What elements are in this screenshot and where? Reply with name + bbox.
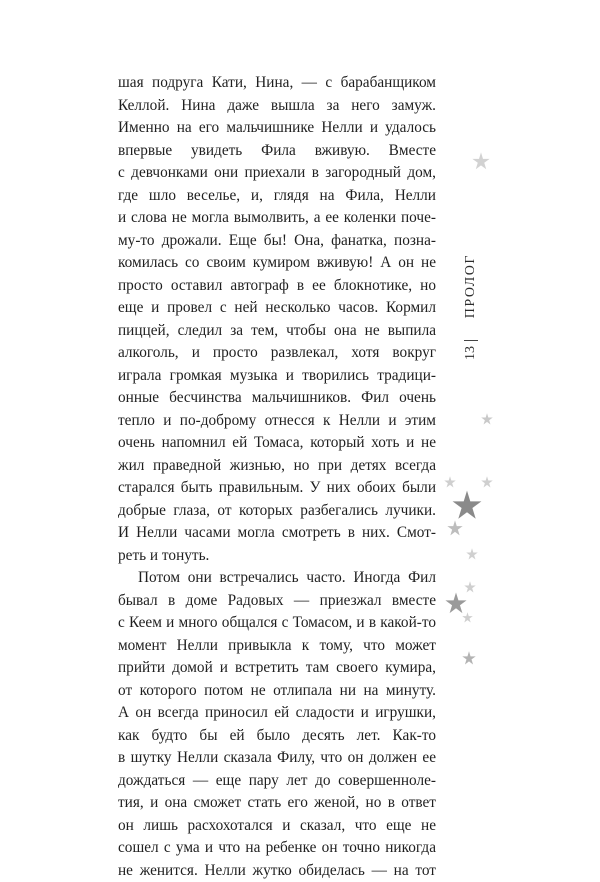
text-line: с девчонками они приехали в загородный дом, [118,162,436,185]
text-line: тия, и она сможет стать его женой, но в ответ [118,792,436,815]
star-icon [466,548,478,560]
text-line: И Нелли часами могла смотреть в них. Смот- [118,522,436,545]
text-line: в шутку Нелли сказала Филу, что он должен ее [118,747,436,770]
star-icon [472,152,490,170]
running-head-divider [464,340,478,341]
text-line: просто оставил автограф в ее блокнотике, но [118,275,436,298]
text-line: комилась со своим кумиром вживую! А он не [118,252,436,275]
page-number: 13 [459,346,483,360]
text-line: прийти домой и встретить там своего кумира, [118,657,436,680]
text-line: бывал в доме Радовых — приезжал вместе [118,590,436,613]
text-line: от которого потом не отлипала ни на минуту. [118,680,436,703]
text-line: онные бесчинства мальчишников. Фил очень [118,387,436,410]
star-icon [447,520,463,536]
star-icon [445,592,467,614]
star-icon [481,413,493,425]
text-line: пиццей, следил за тем, чтобы она не выпила [118,320,436,343]
text-line: где шло веселье, и, глядя на Фила, Нелли [118,185,436,208]
star-icon [444,476,456,488]
text-line: не женится. Нелли жутко обиделась — на тот [118,860,436,882]
text-line: сошел с ума и что на ребенке он точно никогда [118,837,436,860]
text-line: алкоголь, и просто развлекал, хотя вокруг [118,342,436,365]
text-line: впервые увидеть Фила вживую. Вместе [118,140,436,163]
text-line: очень напомнил ей Томаса, который хоть и не [118,432,436,455]
text-line: добрые глаза, от которых разбегались лучики. [118,500,436,523]
text-line: и слова не могла вымолвить, а ее коленки поче- [118,207,436,230]
text-line: Потом они встречались часто. Иногда Фил [118,567,436,590]
text-line: момент Нелли привыкла к тому, что может [118,635,436,658]
text-line: с Кеем и много общался с Томасом, и в какой-то [118,612,436,635]
star-icon [462,612,473,623]
star-icon [462,651,476,665]
text-line: еще и провел с ней несколько часов. Кормил [118,297,436,320]
star-icon [452,490,482,520]
text-line: он лишь расхохотался и сказал, что еще не [118,815,436,838]
text-line: му-то дрожали. Еще бы! Она, фанатка, позна- [118,230,436,253]
text-line: шая подруга Кати, Нина, — с барабанщиком [118,72,436,95]
text-line: жил праведной жизнью, но при детях всегда [118,455,436,478]
chapter-title: ПРОЛОГ [459,254,483,318]
body-text [118,72,436,882]
text-line: реть и тонуть. [118,545,436,568]
text-line: как будто бы ей было десять лет. Как-то [118,725,436,748]
text-line: играла громкая музыка и творились традици- [118,365,436,388]
text-line: Именно на его мальчишнике Нелли и удалось [118,117,436,140]
text-line: тепло и по-доброму отнесся к Нелли и этим [118,410,436,433]
text-line: дождаться — еще пару лет до совершенноле- [118,770,436,793]
star-icon [481,476,493,488]
text-line: Келлой. Нина даже вышла за него замуж. [118,95,436,118]
text-line: А он всегда приносил ей сладости и игрушки, [118,702,436,725]
running-head [459,254,483,394]
text-line: старался быть правильным. У них обоих были [118,477,436,500]
